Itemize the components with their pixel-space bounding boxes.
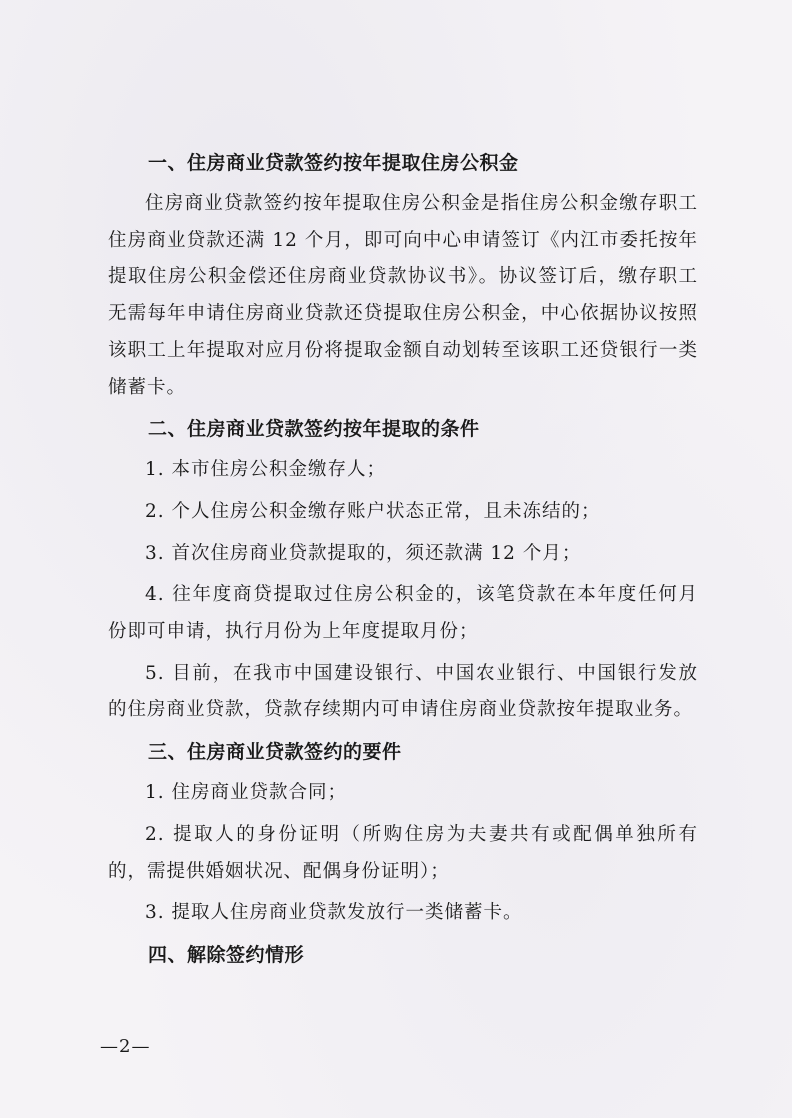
section-heading-3: 三、住房商业贷款签约的要件 [148, 741, 402, 764]
section-1-paragraph: 住房商业贷款签约按年提取住房公积金是指住房公积金缴存职工住房商业贷款还满 12 个月，即可向中心申请签订《内江市委托按年提取住房公积金偿还住房商业贷款协议书》。协议签订后，缴存职工无需每年申请住房商业贷款还贷提取住房公积金，中心依据协议按照该职工上年提取对应月份将提取金额自动划转至该职工还贷银行一类储蓄卡。 [108, 193, 698, 398]
condition-item-1: 1. 本市住房公积金缴存人； [145, 459, 387, 481]
condition-item-4: 4. 往年度商贷提取过住房公积金的，该笔贷款在本年度任何月份即可申请，执行月份为上年度提取月份； [108, 584, 698, 643]
document-body [108, 145, 698, 978]
page-number: —2— [100, 1036, 151, 1057]
requirement-item-2: 2. 提取人的身份证明（所购住房为夫妻共有或配偶单独所有的，需提供婚姻状况、配偶身份证明）； [108, 823, 698, 882]
requirement-item-1: 1. 住房商业贷款合同； [145, 782, 348, 804]
condition-item-2: 2. 个人住房公积金缴存账户状态正常，且未冻结的； [145, 500, 601, 522]
requirement-item-3: 3. 提取人住房商业贷款发放行一类储蓄卡。 [145, 902, 523, 924]
section-heading-2: 二、住房商业贷款签约按年提取的条件 [148, 418, 480, 441]
section-heading-1: 一、住房商业贷款签约按年提取住房公积金 [148, 152, 519, 174]
condition-item-3: 3. 首次住房商业贷款提取的，须还款满 12 个月； [145, 542, 582, 564]
section-heading-4: 四、解除签约情形 [148, 943, 305, 966]
condition-item-5: 5. 目前，在我市中国建设银行、中国农业银行、中国银行发放的住房商业贷款，贷款存续期内可申请住房商业贷款按年提取业务。 [108, 662, 698, 721]
